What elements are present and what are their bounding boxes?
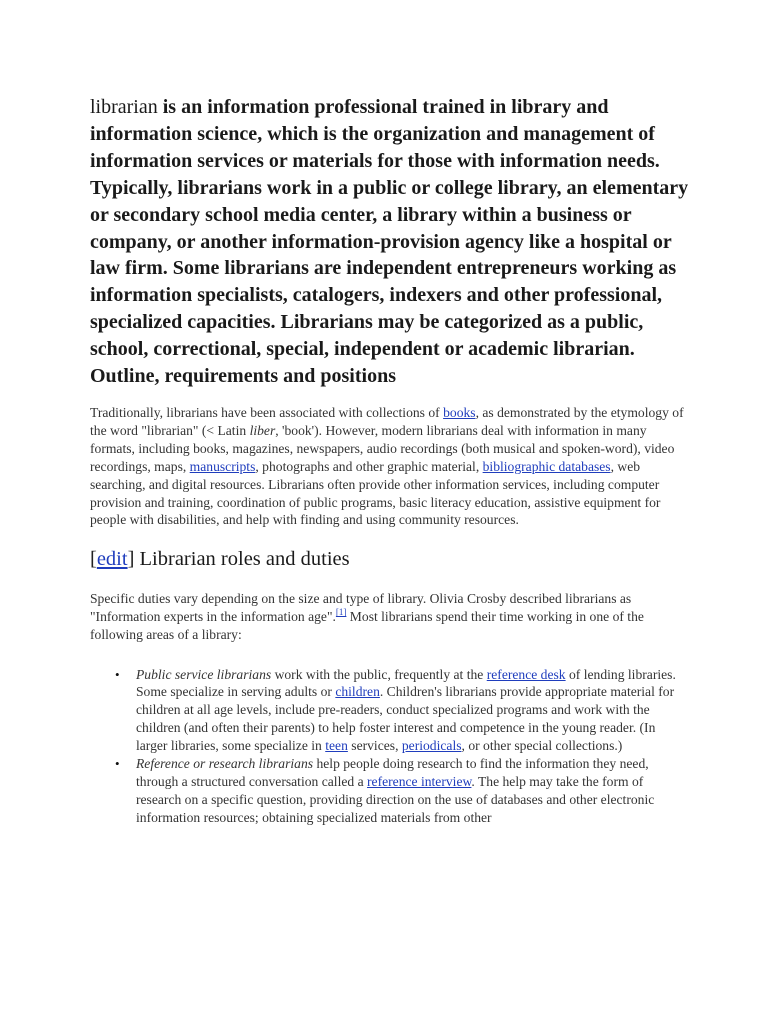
- edit-link[interactable]: edit: [96, 548, 128, 571]
- text-run: , as demonstrated by the etymology of the word "librarian" (< Latin: [90, 404, 684, 438]
- document-page: [90, 94, 690, 827]
- text-run: work with the public, frequently at the: [271, 666, 487, 682]
- text-run: help people doing research to find the information they need, through a structured conversation called a: [136, 756, 649, 789]
- text-run: Traditionally, librarians have been associated with collections of: [90, 404, 444, 420]
- history-paragraph: [90, 404, 690, 529]
- reference-interview-link[interactable]: reference interview: [367, 773, 472, 789]
- children-link[interactable]: children: [335, 684, 380, 700]
- reference-desk-link[interactable]: reference desk: [486, 666, 566, 682]
- text-run: , 'book'). However, modern librarians deal with information in many formats, including books, magazines, newspapers, audio recordings (both musical and spoken-word), video recordings, maps,: [90, 422, 675, 474]
- section-title: Librarian roles and duties: [134, 548, 350, 571]
- list-item: [136, 755, 690, 827]
- list-item: [136, 666, 690, 756]
- intro-lead-word: librarian: [90, 96, 158, 118]
- intro-paragraph: [90, 94, 690, 390]
- teen-link[interactable]: teen: [325, 738, 348, 754]
- footnote-ref-link[interactable]: [1]: [335, 606, 347, 617]
- duties-list: [90, 666, 690, 827]
- periodicals-link[interactable]: periodicals: [401, 738, 462, 754]
- latin-word: liber: [249, 422, 276, 438]
- bracket: ]: [127, 548, 135, 571]
- text-run: , photographs and other graphic material,: [255, 458, 483, 474]
- text-run: , web searching, and digital resources. Librarians often provide other information services, including computer provision and training, coordination of public programs, basic literacy education, assistive equipment for people with disabilities, and help with finding and using community resources.: [90, 458, 661, 528]
- role-name: Public service librarians: [136, 666, 272, 682]
- role-name: Reference or research librarians: [136, 756, 314, 772]
- manuscripts-link[interactable]: manuscripts: [189, 458, 256, 474]
- text-run: services,: [347, 738, 402, 754]
- text-run: . Children's librarians provide appropriate material for children at all age levels, include pre-readers, conduct specialized programs and work with the children (and often their parents) to help foster interest and competence in the young reader. (In larger libraries, some specialize in: [136, 684, 675, 754]
- bibliographic-databases-link[interactable]: bibliographic databases: [482, 458, 611, 474]
- text-run: of lending libraries. Some specialize in serving adults or: [136, 666, 676, 700]
- books-link[interactable]: books: [443, 404, 476, 420]
- section-heading: [90, 549, 690, 570]
- intro-text: is an information professional trained in library and information science, which is the organization and management of information services or materials for those with information needs. Typically, librarians work in a public or college library, an elementary or secondary school media center, a library within a business or company, or another information-provision agency like a hospital or law firm. Some librarians are independent entrepreneurs working as information specialists, catalogers, indexers and other professional, specialized capacities. Librarians may be categorized as a public, school, correctional, special, independent or academic librarian. Outline, requirements and positions: [90, 96, 689, 388]
- duties-paragraph: [90, 590, 690, 644]
- text-run: Most librarians spend their time working in one of the following areas of a library:: [90, 608, 644, 642]
- text-run: . The help may take the form of research on a specific question, providing direction on the use of databases and other electronic information resources; obtaining specialized materials from other: [136, 773, 655, 825]
- text-run: Specific duties vary depending on the size and type of library. Olivia Crosby described librarians as "Information experts in the information age".: [90, 590, 632, 624]
- bracket: [: [90, 548, 97, 571]
- text-run: , or other special collections.): [461, 738, 623, 754]
